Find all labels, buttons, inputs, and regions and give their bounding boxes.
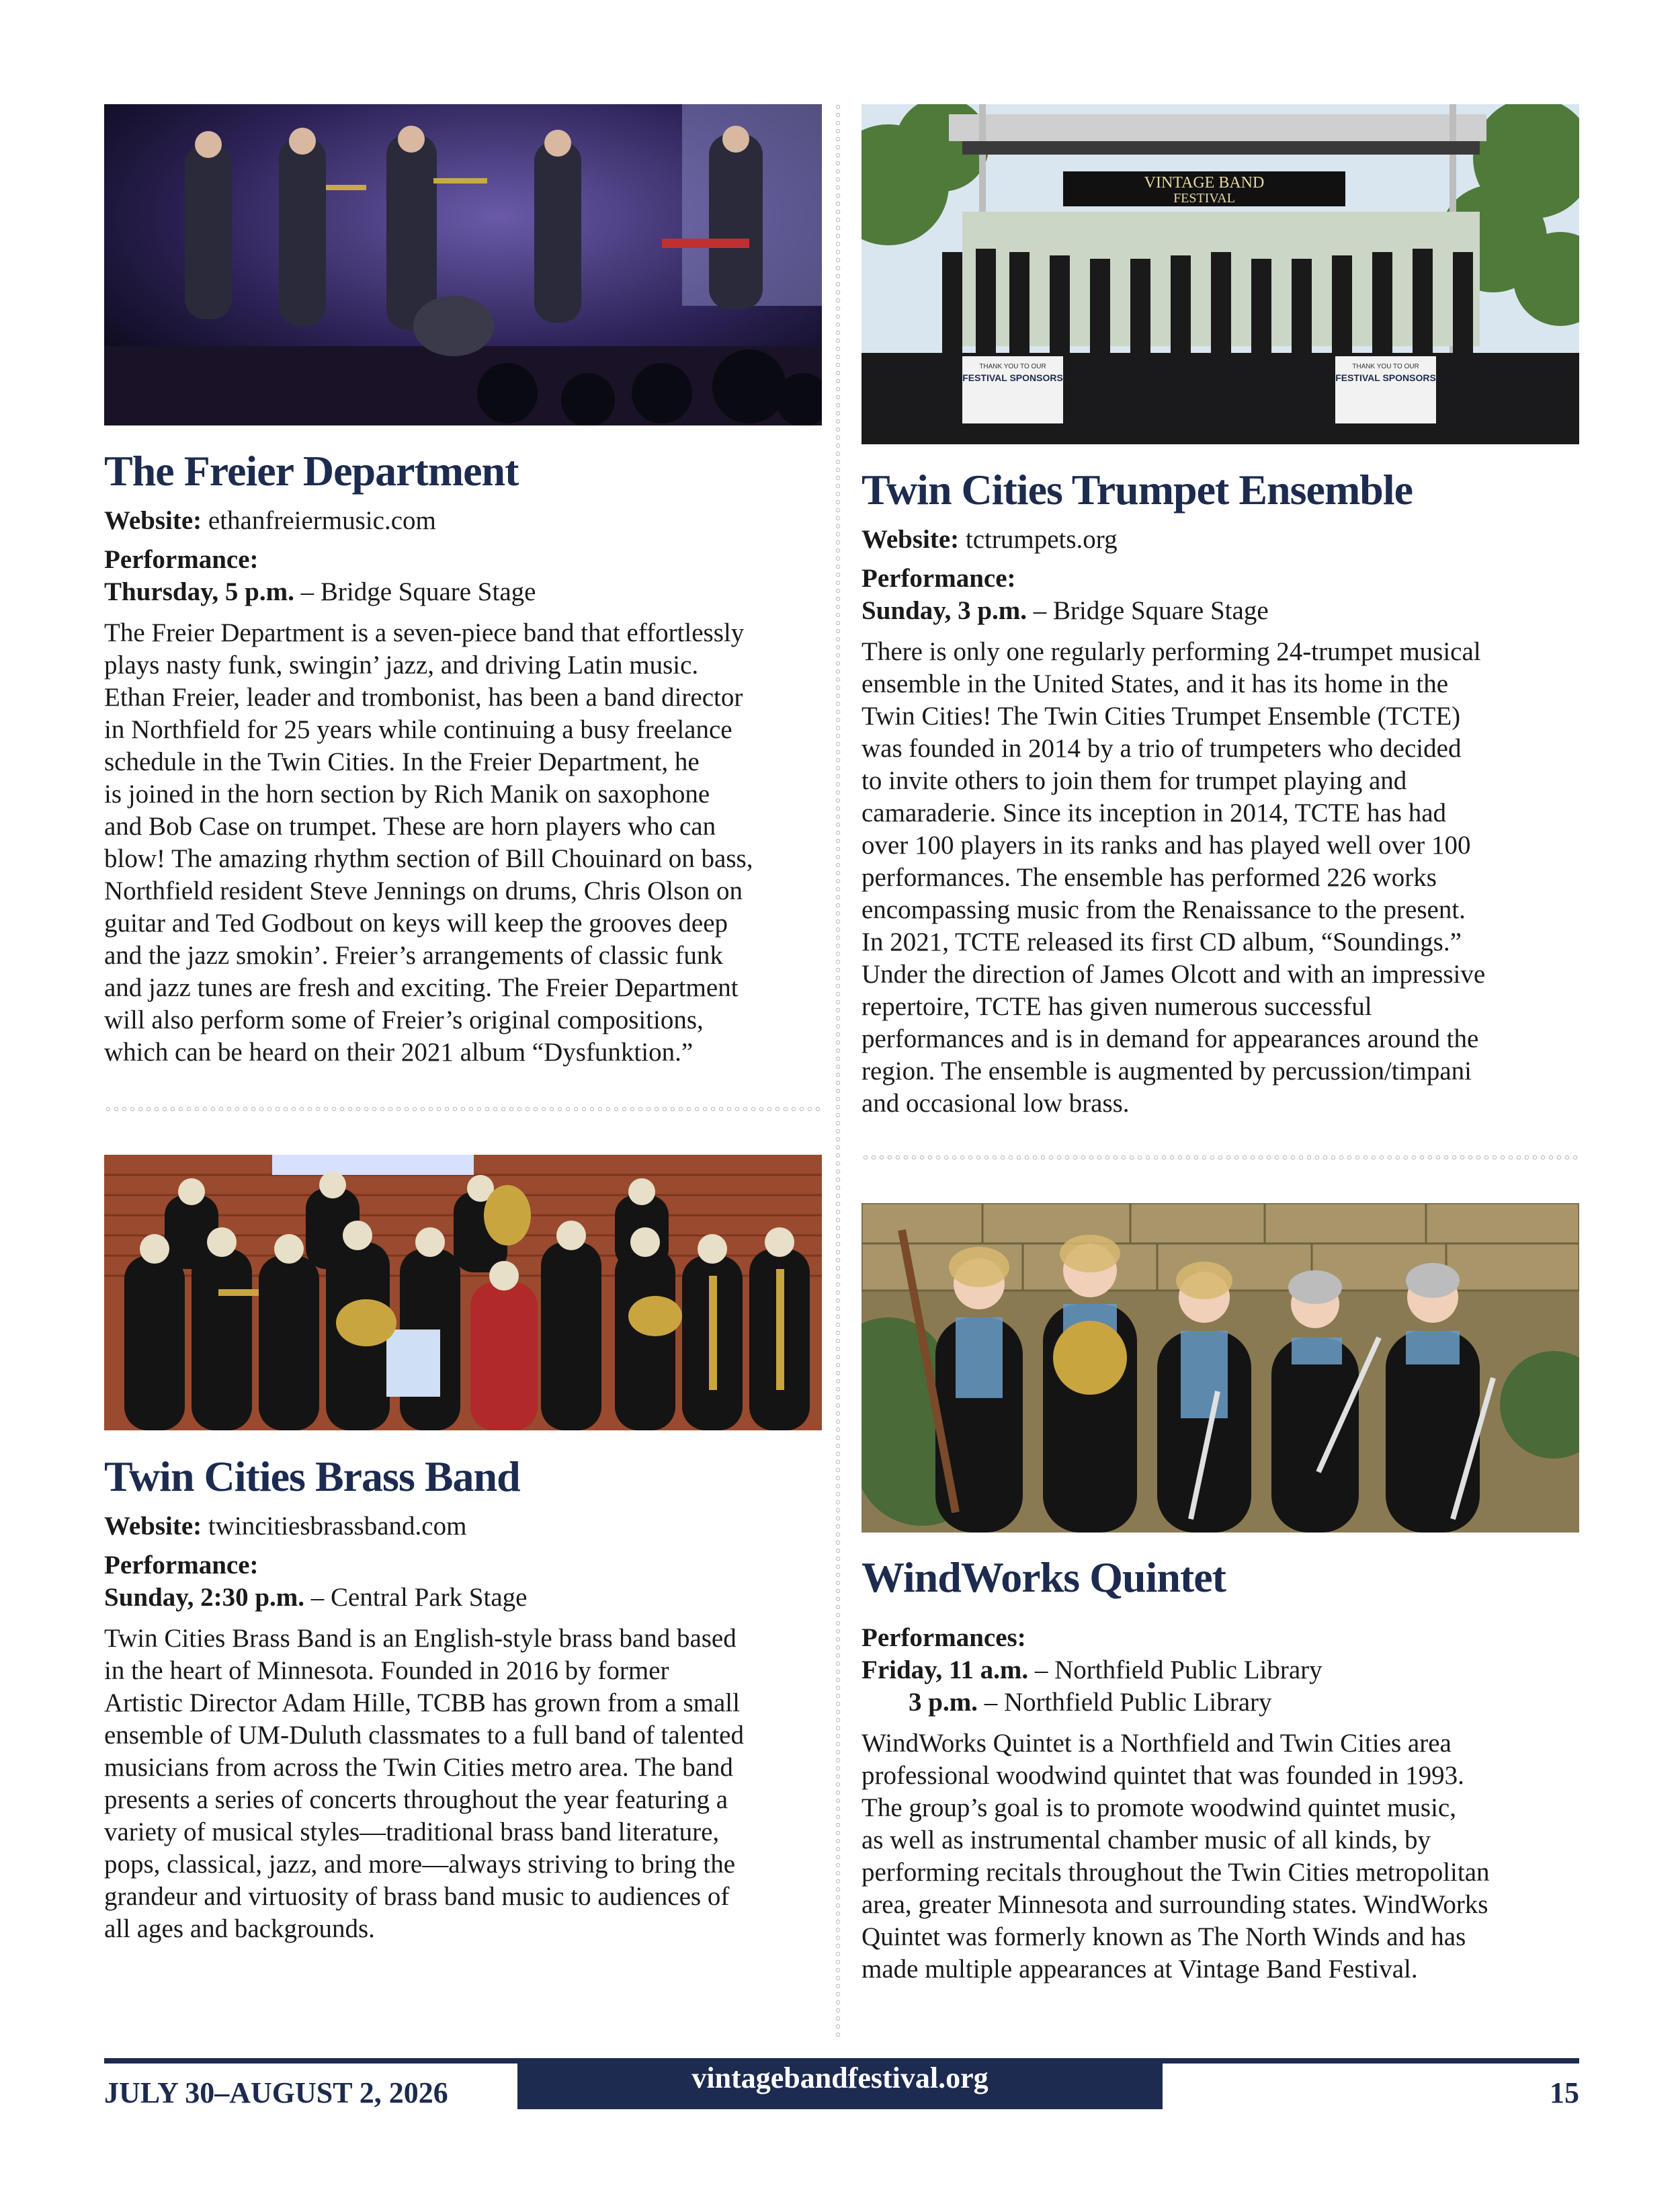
description-line: and occasional low brass.: [862, 1089, 1130, 1118]
band-title: Twin Cities Brass Band: [104, 1453, 520, 1500]
description-line: made multiple appearances at Vintage Band Festival.: [862, 1955, 1418, 1984]
performance-time: 3 p.m.: [909, 1688, 978, 1717]
performance-time: Friday, 11 a.m.: [862, 1656, 1029, 1684]
website-line: [104, 504, 436, 538]
band-description: [862, 636, 1579, 1120]
description-line: as well as instrumental chamber music of all kinds, by: [862, 1826, 1431, 1854]
band-title: Twin Cities Trumpet Ensemble: [862, 466, 1413, 514]
description-line: Ethan Freier, leader and trombonist, has been a band director: [104, 683, 743, 712]
website-link[interactable]: twincitiesbrassband.com: [208, 1512, 467, 1541]
description-line: schedule in the Twin Cities. In the Freier Department, he: [104, 747, 700, 776]
description-line: all ages and backgrounds.: [104, 1914, 375, 1943]
stage-banner-line1: VINTAGE BAND: [1144, 174, 1265, 192]
band-description: [104, 1623, 822, 1945]
performance-label: Performance:: [862, 564, 1016, 593]
description-line: and the jazz smokin’. Freier’s arrangements of classic funk: [104, 941, 723, 970]
description-line: is joined in the horn section by Rich Manik on saxophone: [104, 780, 710, 809]
description-line: plays nasty funk, swingin’ jazz, and driving Latin music.: [104, 651, 699, 680]
description-line: Twin Cities Brass Band is an English-style brass band based: [104, 1624, 737, 1653]
band-description: [862, 1727, 1579, 1986]
description-line: presents a series of concerts throughout the year featuring a: [104, 1785, 728, 1814]
performance-time: Sunday, 2:30 p.m.: [104, 1583, 305, 1612]
windworks-quintet-photo: [862, 1203, 1579, 1533]
website-line: [104, 1510, 466, 1543]
band-title: WindWorks Quintet: [862, 1553, 1226, 1601]
website-label: Website:: [862, 525, 960, 554]
performance-venue: – Bridge Square Stage: [300, 577, 536, 606]
description-line: guitar and Ted Godbout on keys will keep the grooves deep: [104, 909, 728, 938]
description-line: Northfield resident Steve Jennings on drums, Chris Olson on: [104, 876, 743, 905]
description-line: ensemble in the United States, and it has its home in the: [862, 669, 1449, 698]
sponsor-sign-header: THANK YOU TO OUR: [1352, 363, 1419, 370]
performance-line: [862, 594, 1269, 628]
website-label: Website:: [104, 506, 202, 535]
description-line: camaraderie. Since its inception in 2014, TCTE has had: [862, 799, 1447, 827]
performance-venue: – Bridge Square Stage: [1033, 596, 1269, 625]
description-line: repertoire, TCTE has given numerous successful: [862, 992, 1372, 1021]
section-divider: [862, 1155, 1579, 1160]
performance-venue: – Central Park Stage: [310, 1583, 528, 1612]
description-line: area, greater Minnesota and surrounding states. WindWorks: [862, 1890, 1488, 1919]
website-link[interactable]: ethanfreiermusic.com: [208, 506, 436, 535]
performance-line: [104, 575, 536, 609]
description-line: WindWorks Quintet is a Northfield and Twin Cities area: [862, 1729, 1452, 1758]
page-number: 15: [1550, 2076, 1579, 2109]
stage-banner-line2: FESTIVAL: [1173, 191, 1235, 206]
sponsor-sign-header: THANK YOU TO OUR: [979, 363, 1046, 370]
website-link[interactable]: tctrumpets.org: [965, 525, 1118, 554]
description-line: Under the direction of James Olcott and with an impressive: [862, 960, 1486, 989]
twin-cities-brass-band-photo: [104, 1155, 822, 1430]
description-line: professional woodwind quintet that was founded in 1993.: [862, 1761, 1464, 1790]
description-line: will also perform some of Freier’s original compositions,: [104, 1006, 704, 1034]
performance-venue: – Northfield Public Library: [1034, 1656, 1322, 1684]
performance-line: [104, 1581, 527, 1615]
description-line: performing recitals throughout the Twin Cities metropolitan: [862, 1858, 1490, 1887]
description-line: In 2021, TCTE released its first CD album, “Soundings.”: [862, 928, 1462, 956]
description-line: variety of musical styles—traditional brass band literature,: [104, 1817, 720, 1846]
description-line: musicians from across the Twin Cities metro area. The band: [104, 1753, 733, 1782]
band-description: [104, 617, 822, 1069]
description-line: over 100 players in its ranks and has played well over 100: [862, 831, 1471, 860]
performance-label: Performance:: [104, 545, 259, 574]
description-line: The Freier Department is a seven-piece band that effortlessly: [104, 618, 745, 647]
performance-time: Thursday, 5 p.m.: [104, 577, 294, 606]
performance-line: [909, 1686, 1272, 1719]
description-line: region. The ensemble is augmented by percussion/timpani: [862, 1057, 1472, 1086]
band-title: The Freier Department: [104, 447, 519, 495]
description-line: blow! The amazing rhythm section of Bill Chouinard on bass,: [104, 844, 753, 873]
description-line: The group’s goal is to promote woodwind quintet music,: [862, 1793, 1456, 1822]
description-line: was founded in 2014 by a trio of trumpeters who decided: [862, 734, 1462, 763]
sponsor-sign-title: FESTIVAL SPONSORS: [962, 372, 1063, 383]
description-line: in Northfield for 25 years while continuing a busy freelance: [104, 715, 732, 744]
description-line: encompassing music from the Renaissance to the present.: [862, 895, 1466, 924]
column-divider: [835, 104, 841, 2040]
description-line: There is only one regularly performing 24-trumpet musical: [862, 637, 1481, 666]
description-line: Twin Cities! The Twin Cities Trumpet Ensemble (TCTE): [862, 702, 1461, 731]
description-line: performances. The ensemble has performed 226 works: [862, 863, 1437, 892]
performance-venue: – Northfield Public Library: [984, 1688, 1272, 1717]
trumpet-ensemble-photo: [862, 104, 1579, 444]
sponsor-sign-title: FESTIVAL SPONSORS: [1335, 372, 1436, 383]
performance-line: [862, 1653, 1322, 1687]
freier-department-photo: [104, 104, 822, 425]
website-label: Website:: [104, 1512, 202, 1541]
description-line: performances and is in demand for appearances around the: [862, 1024, 1479, 1053]
description-line: and Bob Case on trumpet. These are horn players who can: [104, 812, 716, 841]
section-divider: [104, 1106, 822, 1112]
footer-website-link[interactable]: vintagebandfestival.org: [517, 2058, 1163, 2109]
description-line: ensemble of UM-Duluth classmates to a full band of talented: [104, 1721, 744, 1750]
performance-label: Performances:: [862, 1623, 1026, 1652]
description-line: to invite others to join them for trumpet playing and: [862, 766, 1407, 795]
description-line: which can be heard on their 2021 album “Dysfunktion.”: [104, 1038, 694, 1067]
description-line: in the heart of Minnesota. Founded in 2016 by former: [104, 1656, 669, 1685]
footer-dates: JULY 30–AUGUST 2, 2026: [104, 2076, 448, 2109]
description-line: and jazz tunes are fresh and exciting. The Freier Department: [104, 973, 739, 1002]
performance-label: Performance:: [104, 1551, 259, 1580]
description-line: Artistic Director Adam Hille, TCBB has grown from a small: [104, 1688, 740, 1717]
description-line: pops, classical, jazz, and more—always striving to bring the: [104, 1850, 736, 1879]
description-line: Quintet was formerly known as The North Winds and has: [862, 1922, 1466, 1951]
performance-time: Sunday, 3 p.m.: [862, 596, 1027, 625]
website-line: [862, 523, 1118, 557]
description-line: grandeur and virtuosity of brass band music to audiences of: [104, 1882, 730, 1911]
